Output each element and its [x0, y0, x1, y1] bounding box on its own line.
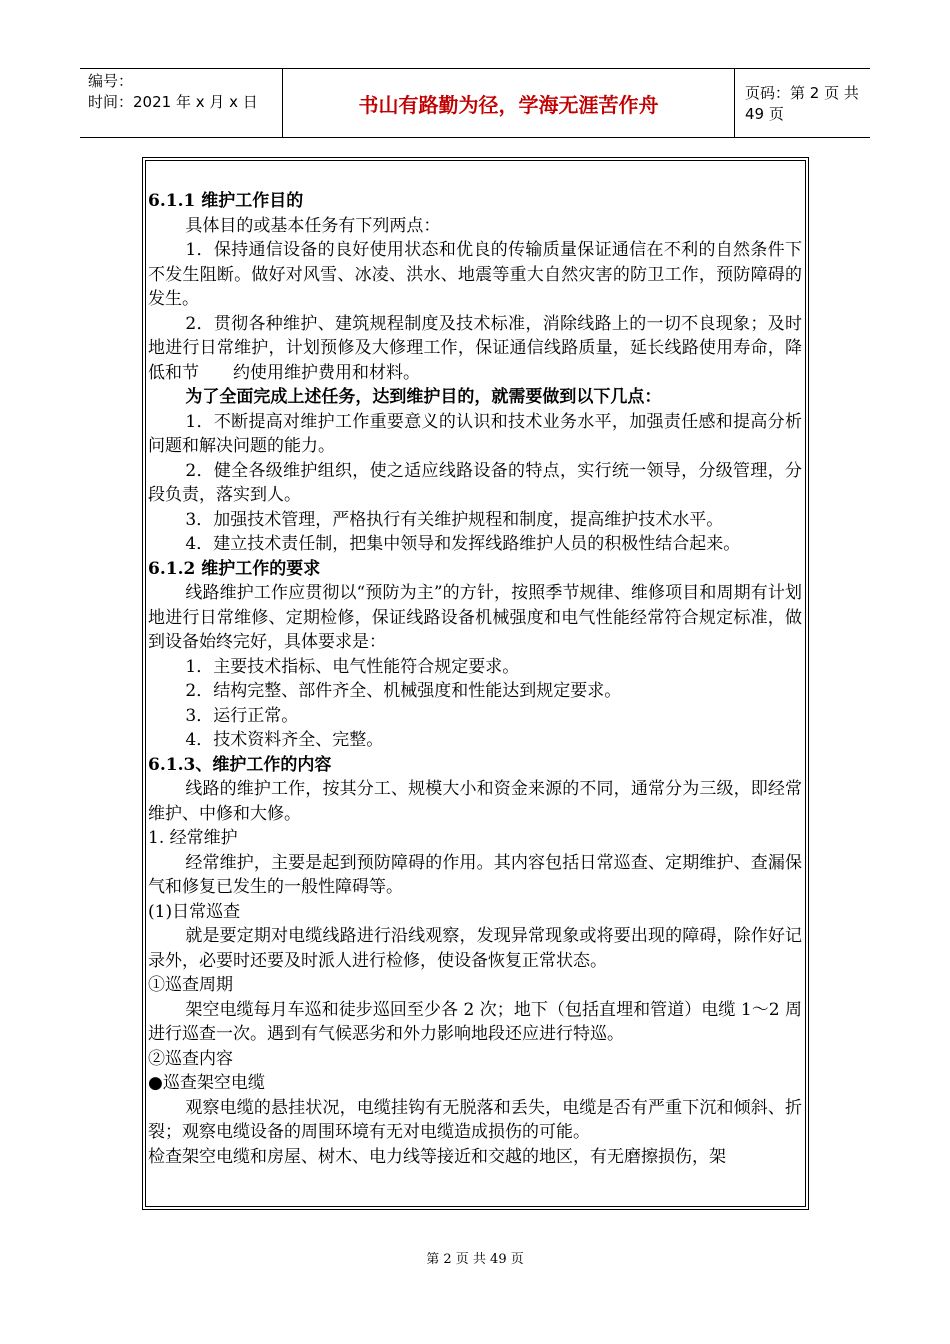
paragraph: 1．不断提高对维护工作重要意义的认识和技术业务水平，加强责任感和提高分析问题和解决问题的能力。 — [148, 411, 802, 456]
document-number-label: 编号： — [88, 72, 134, 90]
bold-paragraph: 为了全面完成上述任务，达到维护目的，就需要做到以下几点： — [185, 387, 662, 407]
page-footer: 第 2 页 共 49 页 — [426, 1252, 524, 1267]
content-frame — [145, 160, 806, 1207]
paragraph: 4．技术资料齐全、完整。 — [185, 730, 384, 750]
subheading: (1)日常巡查 — [148, 901, 241, 922]
paragraph: 1．主要技术指标、电气性能符合规定要求。 — [185, 656, 520, 677]
subheading: ①巡查周期 — [148, 975, 233, 995]
paragraph: 线路的维护工作，按其分工、规模大小和资金来源的不同，通常分为三级，即经常维护、中修和大修。 — [148, 779, 802, 824]
paragraph: 3．运行正常。 — [185, 705, 299, 726]
subheading: 1. 经常维护 — [148, 828, 238, 848]
section-heading-6-1-1: 6.1.1 维护工作目的 — [148, 191, 304, 211]
section-heading-6-1-2: 6.1.2 维护工作的要求 — [148, 558, 321, 579]
page-header — [80, 68, 870, 138]
header-meta-cell — [80, 69, 283, 137]
header-page-number: 页码：第 2 页 共 49 页 — [745, 84, 859, 123]
paragraph: 线路维护工作应贯彻以“预防为主”的方针，按照季节规律、维修项目和周期有计划地进行日常维修、定期检修，保证线路设备机械强度和电气性能经常符合规定标准，做到设备始终完好，具体要求是： — [148, 583, 802, 652]
document-body — [148, 189, 802, 1169]
paragraph: 具体目的或基本任务有下列两点： — [185, 215, 441, 236]
document-date-label: 时间：2021 年 x 月 x 日 — [88, 93, 258, 111]
paragraph: 1．保持通信设备的良好使用状态和优良的传输质量保证通信在不利的自然条件下不发生阻断。做好对风雪、冰凌、洪水、地震等重大自然灾害的防卫工作，预防障碍的发生。 — [148, 240, 802, 309]
paragraph: 3．加强技术管理，严格执行有关维护规程和制度，提高维护技术水平。 — [185, 509, 724, 530]
paragraph: 检查架空电缆和房屋、树木、电力线等接近和交越的地区，有无磨擦损伤，架 — [148, 1146, 726, 1167]
paragraph: 架空电缆每月车巡和徒步巡回至少各 2 次；地下（包括直埋和管道）电缆 1～2 周进行巡查一次。遇到有气候恶劣和外力影响地段还应进行特巡。 — [148, 999, 802, 1044]
section-heading-6-1-3: 6.1.3、维护工作的内容 — [148, 754, 332, 775]
paragraph: 经常维护，主要是起到预防障碍的作用。其内容包括日常巡查、定期维护、查漏保气和修复已发生的一般性障碍等。 — [148, 852, 802, 897]
subheading: ②巡查内容 — [148, 1048, 233, 1069]
header-motto: 书山有路勤为径，学海无涯苦作舟 — [283, 69, 735, 137]
paragraph: 2．健全各级维护组织，使之适应线路设备的特点，实行统一领导，分级管理，分段负责，落实到人。 — [148, 460, 802, 505]
paragraph: 2．贯彻各种维护、建筑规程制度及技术标准，消除线路上的一切不良现象；及时地进行日常维护，计划预修及大修理工作，保证通信线路质量，延长线路使用寿命，降低和节 约使用维护费用和材料。 — [148, 313, 802, 383]
paragraph: 就是要定期对电缆线路进行沿线观察，发现异常现象或将要出现的障碍，除作好记录外，必要时还要及时派人进行检修，使设备恢复正常状态。 — [148, 926, 802, 971]
paragraph: 4．建立技术责任制，把集中领导和发挥线路维护人员的积极性结合起来。 — [185, 534, 741, 554]
paragraph: 2．结构完整、部件齐全、机械强度和性能达到规定要求。 — [185, 681, 622, 701]
paragraph: 观察电缆的悬挂状况，电缆挂钩有无脱落和丢失，电缆是否有严重下沉和倾斜、折裂；观察电缆设备的周围环境有无对电缆造成损伤的可能。 — [148, 1097, 802, 1142]
bullet-heading: ●巡查架空电缆 — [148, 1073, 265, 1093]
